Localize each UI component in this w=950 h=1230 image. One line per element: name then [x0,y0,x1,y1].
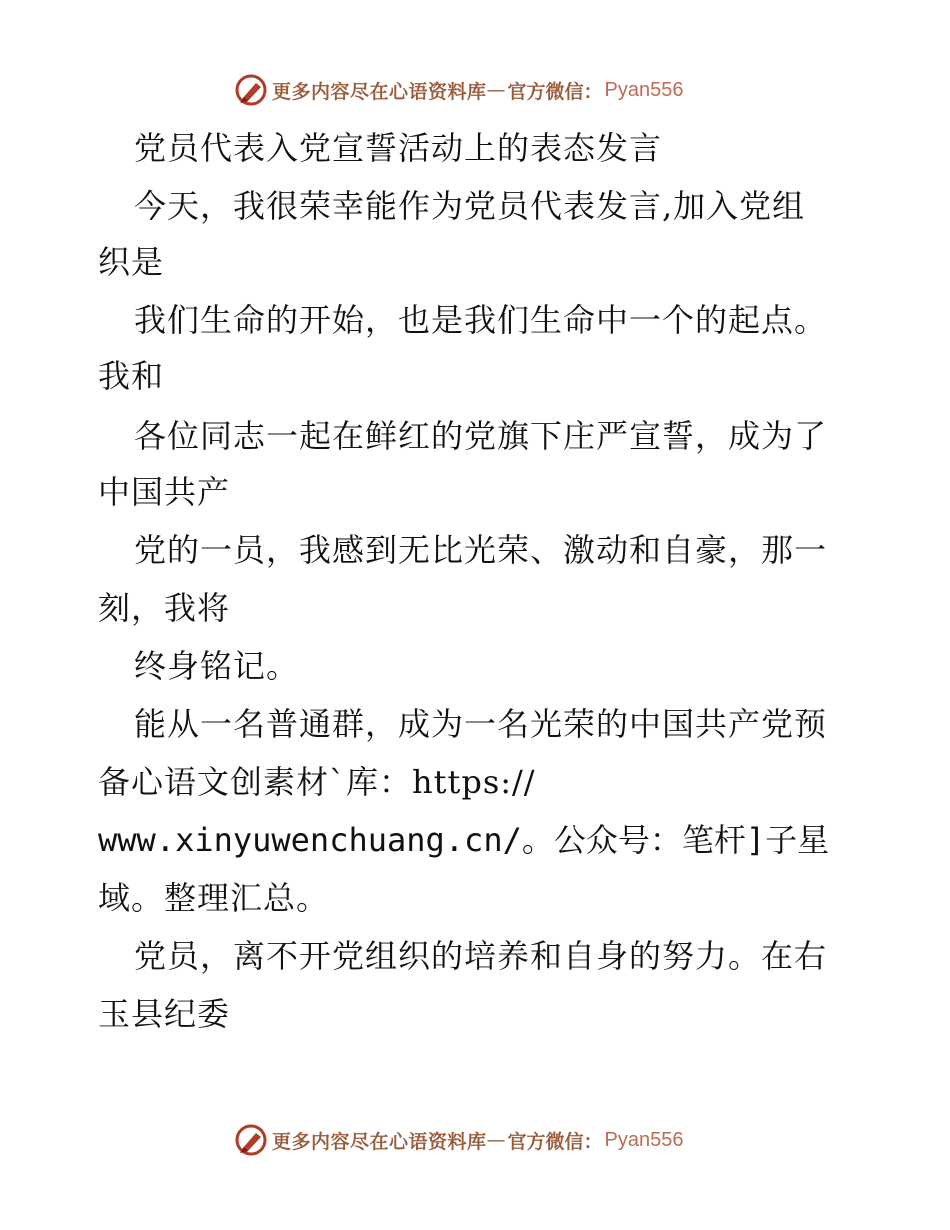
banner-separator: — [486,79,506,101]
banner-text: 更多内容尽在心语资料库 [272,1130,487,1153]
banner-separator: — [486,1129,506,1151]
text-line: 域。整理汇总。 [98,879,330,917]
text-line: 能从一名普通群，成为一名光荣的中国共产党预 [134,705,828,743]
banner-wechat-label: 官方微信： [507,1130,603,1153]
text-line: 中国共产 [98,473,231,511]
text-line: 终身铭记。 [134,647,300,685]
text-line: 今天，我很荣幸能作为党员代表发言,加入党组 [134,187,806,225]
pen-logo-icon [234,73,268,107]
text-line: 织是 [98,243,165,281]
text-line: 备心语文创素材`库：https:// [98,763,536,801]
text-line: 玉县纪委 [98,995,231,1033]
text-line: www.xinyuwenchuang.cn/。公众号：笔杆]子星 [98,821,830,859]
text-line: 党员，离不开党组织的培养和自身的努力。在右 [134,937,828,975]
text-line: 我和 [98,357,165,395]
banner-wechat-id: Pyan556 [604,78,684,101]
text-line: 我们生命的开始，也是我们生命中一个的起点。 [134,301,828,339]
text-line: 刻，我将 [98,589,231,627]
document-title: 党员代表入党宣誓活动上的表态发言 [134,129,663,167]
banner-wechat-label: 官方微信： [507,80,603,103]
footer-banner [234,1123,684,1157]
text-line: 党的一员，我感到无比光荣、激动和自豪，那一 [134,531,828,569]
banner-text: 更多内容尽在心语资料库 [272,80,487,103]
header-banner [234,73,684,107]
pen-logo-icon [234,1123,268,1157]
banner-wechat-id: Pyan556 [604,1128,684,1151]
text-line: 各位同志一起在鲜红的党旗下庄严宣誓，成为了 [134,417,828,455]
